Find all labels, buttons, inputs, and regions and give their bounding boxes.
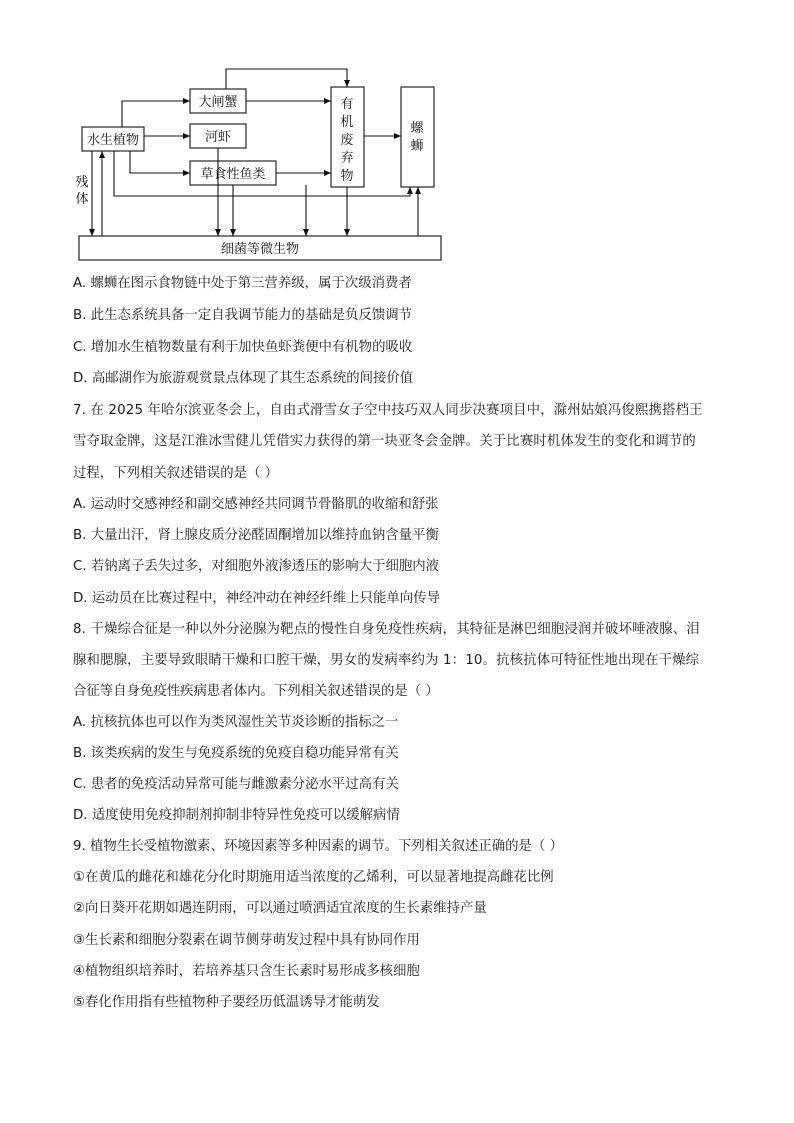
vlabel-organic-char: 机 [340,115,354,130]
q7-option-b: B. 大量出汗，肾上腺皮质分泌醛固酮增加以维持血钠含量平衡 [73,528,439,543]
q8-stem-line-3: 合征等自身免疫性疾病患者体内。下列相关叙述错误的是（ ） [73,684,439,699]
q7-stem-line-3: 过程，下列相关叙述错误的是（ ） [73,466,279,481]
q7-stem-line-2: 雪夺取金牌，这是江淮冰雪健儿凭借实力获得的第一块亚冬会金牌。关于比赛时机体发生的变化和调节的 [73,434,696,449]
vlabel-organic-char: 有 [340,97,354,112]
edge-label-residue [75,175,88,207]
vlabel-snail-char: 蛳 [410,139,424,154]
q8-option-c: C. 患者的免疫活动异常可能与雌激素分泌水平过高有关 [73,777,399,792]
q6-option-a: A. 螺蛳在图示食物链中处于第三营养级，属于次级消费者 [73,276,412,291]
node-fish: 草食性鱼类 [200,167,266,182]
vlabel-organic-char: 物 [340,169,354,184]
q8-option-b: B. 该类疾病的发生与免疫系统的免疫自稳功能异常有关 [73,746,399,761]
q9-statement-4: ④植物组织培养时，若培养基只含生长素时易形成多核细胞 [73,964,420,979]
q6-option-c: C. 增加水生植物数量有利于加快鱼虾粪便中有机物的吸收 [73,340,413,355]
q9-statement-5: ⑤春化作用指有些植物种子要经历低温诱导才能萌发 [73,995,380,1010]
node-organic [340,97,353,184]
q7-option-a: A. 运动时交感神经和副交感神经共同调节骨骼肌的收缩和舒张 [73,497,439,512]
vlabel-organic-char: 弃 [340,151,354,166]
q7-option-d: D. 运动员在比赛过程中，神经冲动在神经纤维上只能单向传导 [73,591,440,606]
q9-statement-3: ③生长素和细胞分裂素在调节侧芽萌发过程中具有协同作用 [73,933,420,948]
q7-option-c: C. 若钠离子丢失过多，对细胞外液渗透压的影响大于细胞内液 [73,559,440,574]
node-crab: 大闸蟹 [198,95,238,110]
node-plants: 水生植物 [86,133,140,148]
q8-stem-line-2: 腺和腮腺，主要导致眼睛干燥和口腔干燥，男女的发病率约为 1：10。抗核抗体可特征性地出现在干燥综 [73,653,700,668]
q8-option-d: D. 适度使用免疫抑制剂抑制非特异性免疫可以缓解病情 [73,808,400,823]
vlabel-residue-char: 残 [75,175,89,190]
vlabel-snail-char: 螺 [410,121,424,136]
q7-stem-line-1: 7. 在 2025 年哈尔滨亚冬会上，自由式滑雪女子空中技巧双人同步决赛项目中，滁州姑娘冯俊熙携搭档王 [73,403,703,418]
node-microbes: 细菌等微生物 [220,242,300,257]
vlabel-organic-char: 废 [340,133,354,148]
q8-option-a: A. 抗核抗体也可以作为类风湿性关节炎诊断的指标之一 [73,715,399,730]
q6-option-d: D. 高邮湖作为旅游观赏景点体现了其生态系统的间接价值 [73,371,414,386]
food-web-diagram [70,55,450,267]
node-snail-box [401,87,434,187]
node-shrimp: 河虾 [204,130,232,145]
vlabel-residue-char: 体 [75,192,89,207]
q9-statement-2: ②向日葵开花期如遇连阴雨，可以通过喷洒适宜浓度的生长素维持产量 [73,901,487,916]
q9-stem: 9. 植物生长受植物激素、环境因素等多种因素的调节。下列相关叙述正确的是（ ） [73,839,563,854]
q8-stem-line-1: 8. 干燥综合征是一种以外分泌腺为靶点的慢性自身免疫性疾病，其特征是淋巴细胞浸润并破坏唾液腺、泪 [73,622,700,637]
q6-option-b: B. 此生态系统具备一定自我调节能力的基础是负反馈调节 [73,308,413,323]
q9-statement-1: ①在黄瓜的雌花和雄花分化时期施用适当浓度的乙烯利，可以显著地提高雌花比例 [73,870,554,885]
